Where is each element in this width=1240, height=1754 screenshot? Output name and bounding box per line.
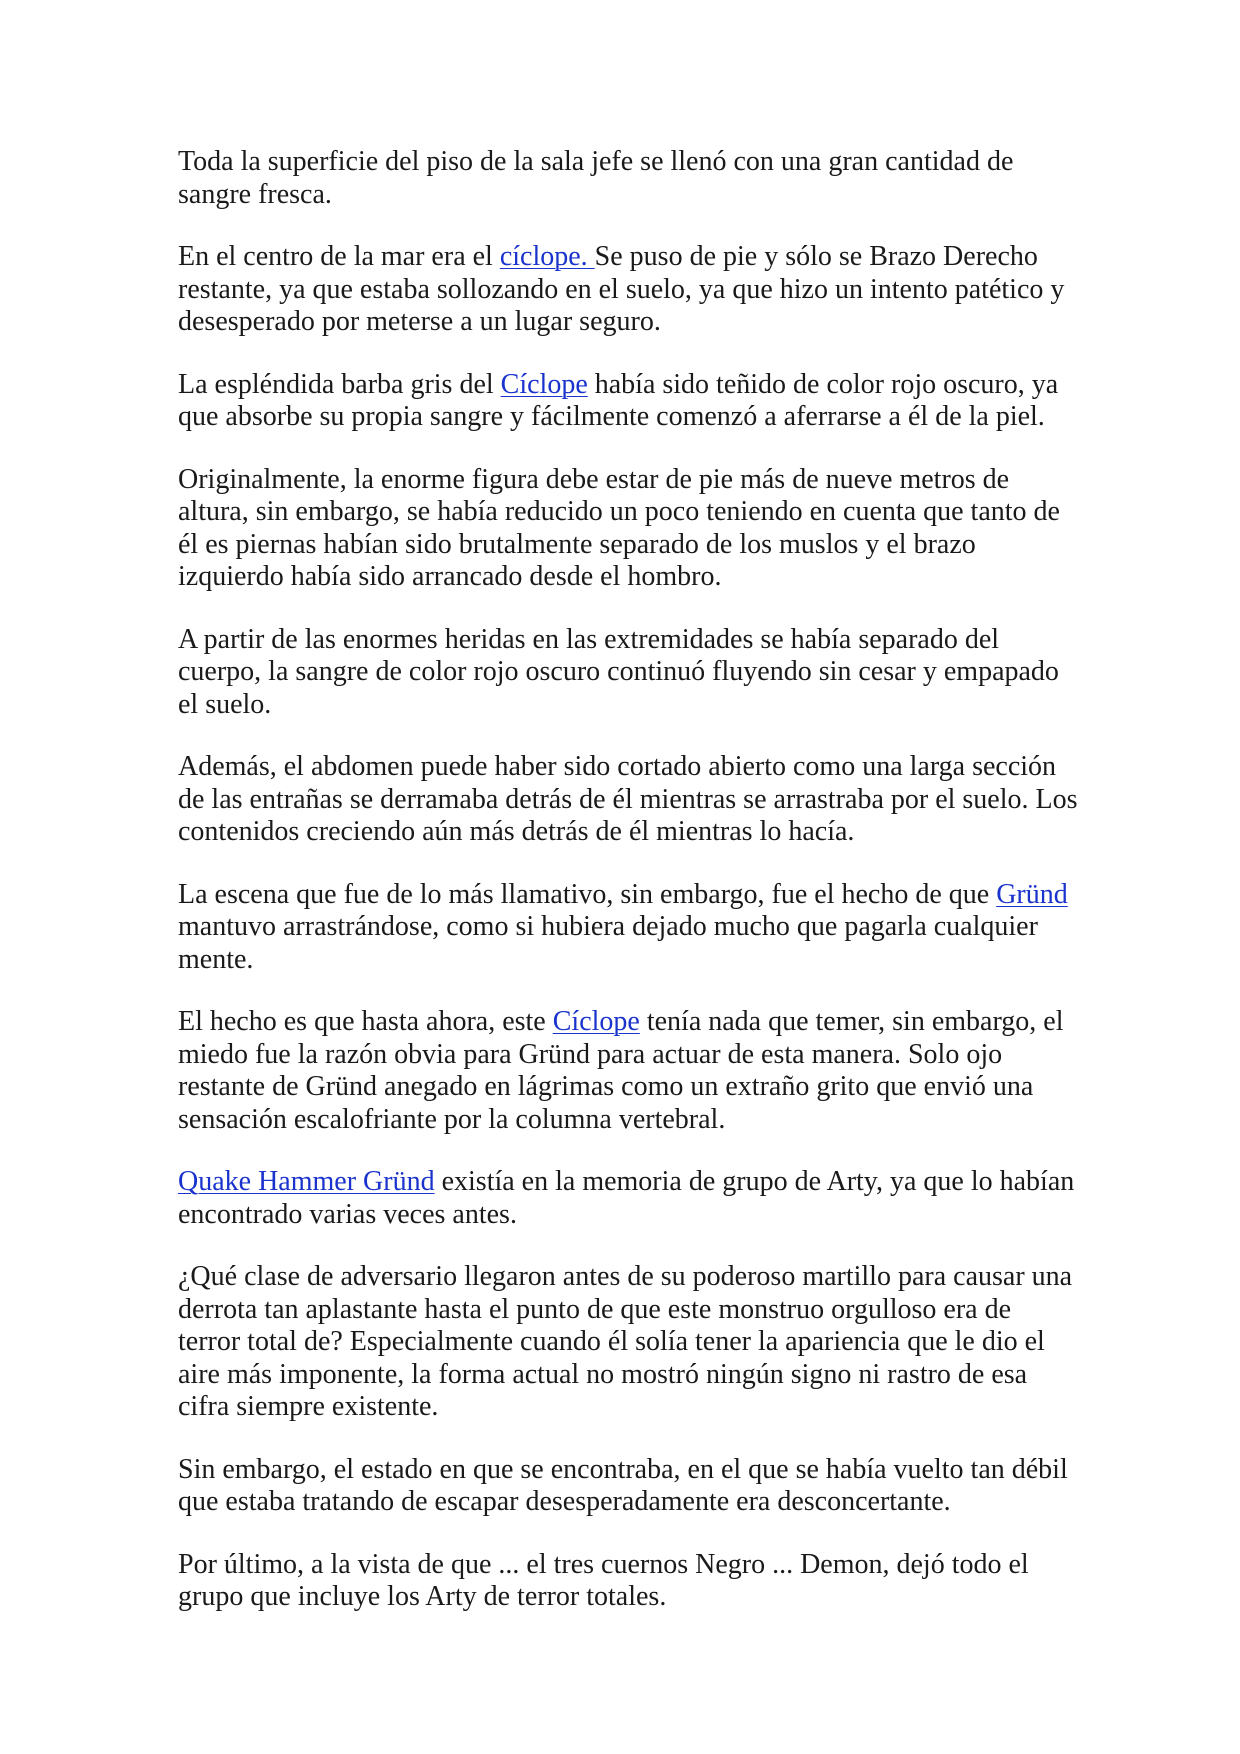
text-segment: Originalmente, la enorme figura debe estar de pie más de nueve metros de altura, sin embargo, se había reducido un poco teniendo en cuenta que tanto de él es piernas habían sido brutalmente separado de los muslos y el brazo izquierdo había sido arrancado desde el hombro. [178, 463, 1060, 592]
link-ciclope[interactable]: Cíclope [552, 1006, 640, 1037]
text-segment: La escena que fue de lo más llamativo, sin embargo, fue el hecho de que [178, 878, 997, 910]
paragraph [178, 1166, 1078, 1231]
text-segment: Toda la superficie del piso de la sala jefe se llenó con una gran cantidad de sangre fresca. [178, 146, 1014, 210]
link-grund[interactable]: Gründ [996, 878, 1068, 910]
link-quake-hammer-grund[interactable]: Quake Hammer Gründ [178, 1166, 435, 1197]
paragraph [178, 1006, 1078, 1136]
text-segment: existía en la memoria de grupo de Arty, ya que lo habían encontrado varias veces antes. [178, 1166, 1075, 1230]
document-body [178, 146, 1078, 1644]
text-segment: Por último, a la vista de que ... el tres cuernos Negro ... Demon, dejó todo el grupo que incluye los Arty de terror totales. [178, 1548, 1029, 1612]
text-segment: ¿Qué clase de adversario llegaron antes de su poderoso martillo para causar una derrota tan aplastante hasta el punto de que este monstruo orgulloso era de terror total de? Especialmente cuando él solía tener la apariencia que le dio el aire más imponente, la forma actual no mostró ningún signo ni rastro de esa cifra siempre existente. [178, 1261, 1073, 1422]
link-ciclope[interactable]: Cíclope [500, 368, 588, 400]
link-ciclope[interactable]: cíclope. [499, 241, 595, 272]
paragraph [178, 879, 1078, 977]
paragraph [178, 241, 1078, 339]
text-segment: tenía nada que temer, sin embargo, el miedo fue la razón obvia para Gründ para actuar de esta manera. Solo ojo restante de Gründ anegado en lágrimas como un extraño grito que envió una sensación escalofriante por la columna vertebral. [178, 1006, 1064, 1135]
paragraph [178, 369, 1078, 434]
text-segment: El hecho es que hasta ahora, este [178, 1006, 553, 1037]
paragraph [178, 464, 1078, 594]
text-segment: mantuvo arrastrándose, como si hubiera dejado mucho que pagarla cualquier mente. [178, 911, 1038, 975]
text-segment: Sin embargo, el estado en que se encontraba, en el que se había vuelto tan débil que estaba tratando de escapar desesperadamente era desconcertante. [178, 1453, 1068, 1517]
paragraph [178, 1549, 1078, 1614]
paragraph [178, 146, 1078, 211]
paragraph [178, 751, 1078, 849]
text-segment: En el centro de la mar era el [178, 241, 500, 272]
text-segment: La espléndida barba gris del [178, 368, 501, 400]
paragraph [178, 1454, 1078, 1519]
text-segment: A partir de las enormes heridas en las extremidades se había separado del cuerpo, la sangre de color rojo oscuro continuó fluyendo sin cesar y empapado el suelo. [178, 623, 1059, 720]
paragraph [178, 1261, 1078, 1424]
text-segment: había sido teñido de color rojo oscuro, ya que absorbe su propia sangre y fácilmente comenzó a aferrarse a él de la piel. [178, 368, 1059, 432]
text-segment: Se puso de pie y sólo se Brazo Derecho restante, ya que estaba sollozando en el suelo, ya que hizo un intento patético y desesperado por meterse a un lugar seguro. [178, 241, 1065, 337]
text-segment: Además, el abdomen puede haber sido cortado abierto como una larga sección de las entrañas se derramaba detrás de él mientras se arrastraba por el suelo. Los contenidos creciendo aún más detrás de él mientras lo hacía. [178, 751, 1078, 847]
paragraph [178, 624, 1078, 722]
